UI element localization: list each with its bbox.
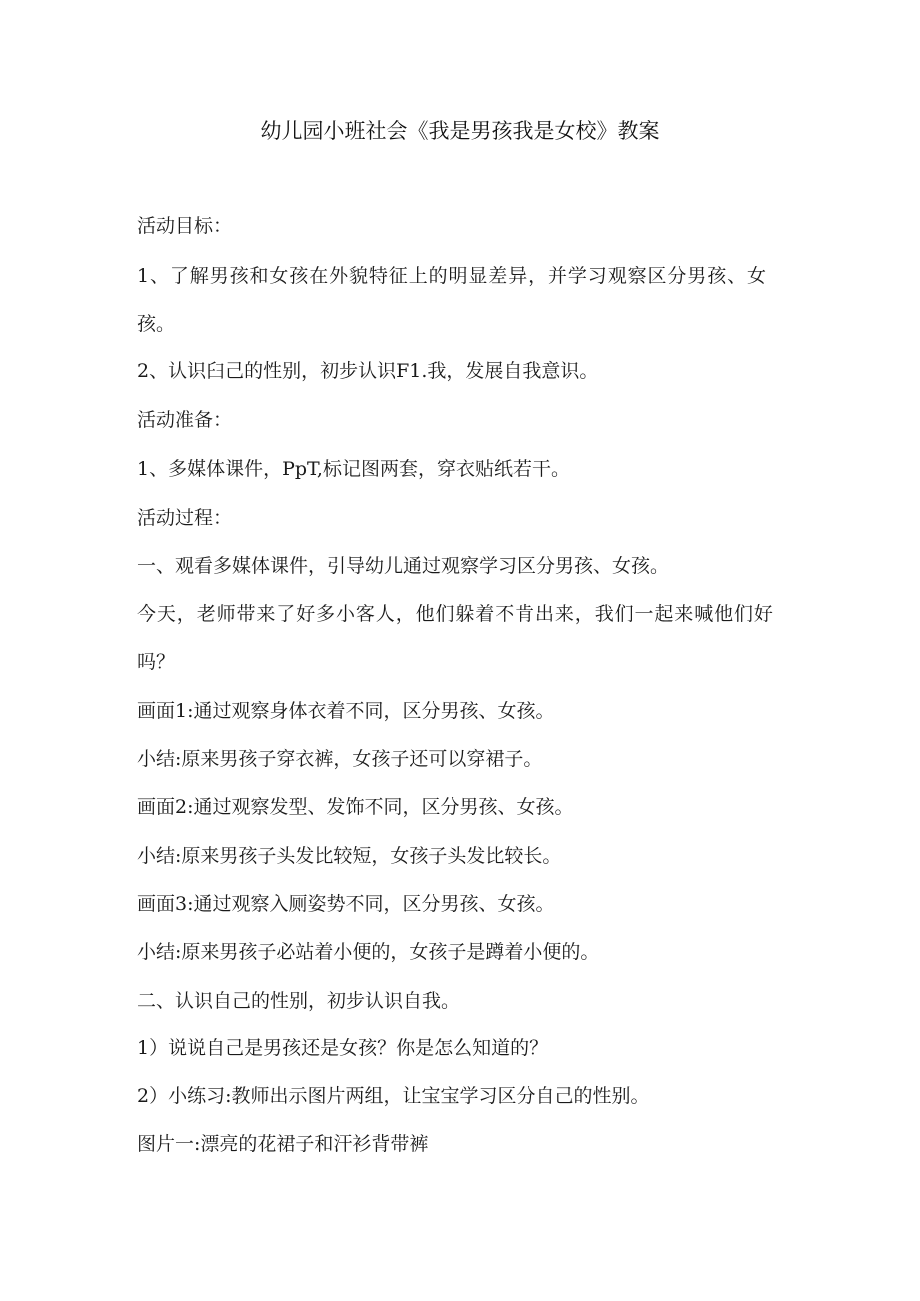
paragraph-line: 小结:原来男孩子必站着小便的，女孩子是蹲着小便的。 <box>137 941 600 963</box>
paragraph-line: 1、了解男孩和女孩在外貌特征上的明显差异，并学习观察区分男孩、女 <box>137 265 767 287</box>
paragraph-line: 小结:原来男孩子头发比较短，女孩子头发比较长。 <box>137 845 562 867</box>
paragraph-line: 画面3:通过观察入厕姿势不同，区分男孩、女孩。 <box>137 893 555 915</box>
paragraph-line: 2）小练习:教师出示图片两组，让宝宝学习区分自己的性别。 <box>137 1085 650 1107</box>
paragraph-line: 图片一:漂亮的花裙子和汗衫背带裤 <box>137 1133 429 1155</box>
paragraph-line: 1）说说自己是男孩还是女孩？你是怎么知道的？ <box>137 1037 549 1059</box>
paragraph-line: 1、多媒体课件，PpT,标记图两套，穿衣贴纸若干。 <box>137 458 570 480</box>
paragraph-line: 二、认识自己的性别，初步认识自我。 <box>137 990 461 1012</box>
section-heading-process: 活动过程： <box>137 507 233 529</box>
paragraph-line: 吗？ <box>137 651 176 673</box>
paragraph-line: 画面1:通过观察身体衣着不同，区分男孩、女孩。 <box>137 700 555 722</box>
paragraph-line: 画面2:通过观察发型、发饰不同，区分男孩、女孩。 <box>137 796 574 818</box>
document-title: 幼儿园小班社会《我是男孩我是女校》教案 <box>260 119 660 143</box>
paragraph-line: 小结:原来男孩子穿衣裤，女孩子还可以穿裙子。 <box>137 748 543 770</box>
paragraph-line: 孩。 <box>137 313 176 335</box>
section-heading-goals: 活动目标： <box>137 215 233 237</box>
section-heading-preparation: 活动准备： <box>137 409 233 431</box>
paragraph-line: 一、观看多媒体课件，引导幼儿通过观察学习区分男孩、女孩。 <box>137 555 670 577</box>
paragraph-line: 今天，老师带来了好多小客人，他们躲着不肯出来，我们一起来喊他们好 <box>137 603 774 625</box>
paragraph-line: 2、认识臼己的性别，初步认识F1.我，发展自我意识。 <box>137 360 599 382</box>
